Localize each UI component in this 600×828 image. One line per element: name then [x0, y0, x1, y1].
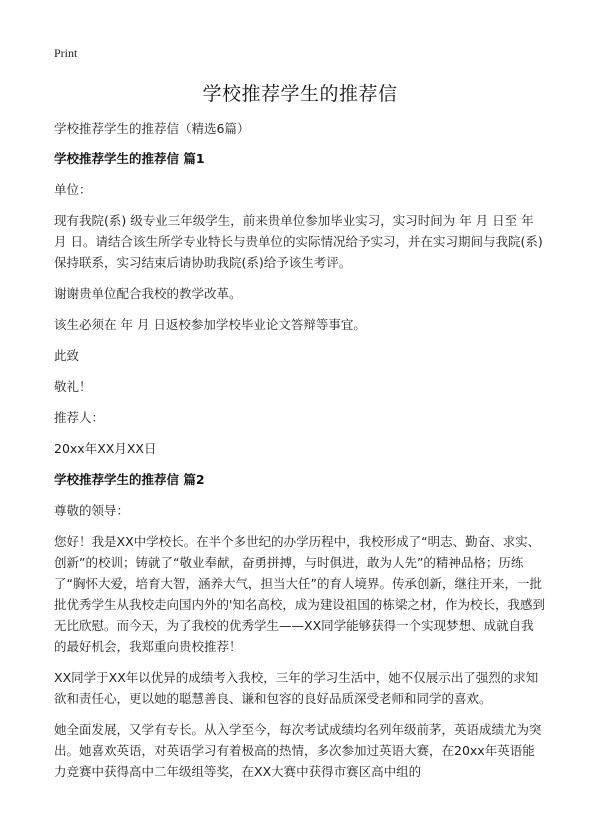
letter1-recommender: 推荐人： — [54, 410, 105, 425]
letter1-paragraph-3: 该生必须在 年 月 日返校参加学校毕业论文答辩等事宜。 — [54, 317, 366, 332]
letter2-paragraph-3: 她全面发展，又学有专长。从入学至今，每次考试成绩均名列年级前茅，英语成绩尤为突出。她喜欢英语，对英语学习有着极高的热情，多次参加过英语大赛，在20xx年英语能力竞赛中获得高中二年级组等奖，在XX大赛中获得市赛区高中组的 — [54, 722, 542, 779]
letter1-paragraph-1: 现有我院(系) 级专业三年级学生，前来贵单位参加毕业实习，实习时间为 年 月 日至 年 月 日。请结合该生所学专业特长与贵单位的实际情况给予实习，并在实习期间与我院(系)保持联系，实习结束后请协助我院(系)给予该生考评。 — [54, 213, 543, 270]
letter2-paragraph-2: XX同学于XX年以优异的成绩考入我校，三年的学习生活中，她不仅展示出了强烈的求知欲和责任心，更以她的聪慧善良、谦和包容的良好品质深受老师和同学的喜欢。 — [54, 670, 539, 706]
letter2-heading: 学校推荐学生的推荐信 篇2 — [54, 472, 205, 487]
letter1-heading: 学校推荐学生的推荐信 篇1 — [54, 151, 205, 166]
letter1-paragraph-2: 谢谢贵单位配合我校的教学改革。 — [54, 286, 242, 301]
letter2-paragraph-1: 您好！我是XX中学校长。在半个多世纪的办学历程中，我校形成了“明志、勤奋、求实、创新”的校训；铸就了“敬业奉献，奋勇拼搏，与时俱进，敢为人先”的精神品格；历练了“胸怀大爱，培育大智，涵养大气，担当大任”的育人境界。传承创新，继往开来，一批批优秀学生从我校走向国内外的'知名高校，成为建设祖国的栋梁之材，作为校长，我感到无比欣慰。而今天，为了我校的优秀学生——XX同学能够获得一个实现梦想、成就自我的最好机会，我郑重向贵校推荐！ — [54, 534, 545, 654]
letter1-closing: 此致 — [54, 348, 80, 363]
letter1-date: 20xx年XX月XX日 — [54, 441, 157, 456]
document-body — [54, 118, 546, 782]
intro-line: 学校推荐学生的推荐信（精选6篇） — [54, 121, 250, 136]
letter1-salutation: 单位： — [54, 182, 92, 197]
document-title: 学校推荐学生的推荐信 — [202, 83, 398, 105]
print-label: Print — [54, 46, 78, 60]
letter1-regards: 敬礼！ — [54, 379, 92, 394]
letter2-salutation: 尊敬的领导： — [54, 503, 130, 518]
